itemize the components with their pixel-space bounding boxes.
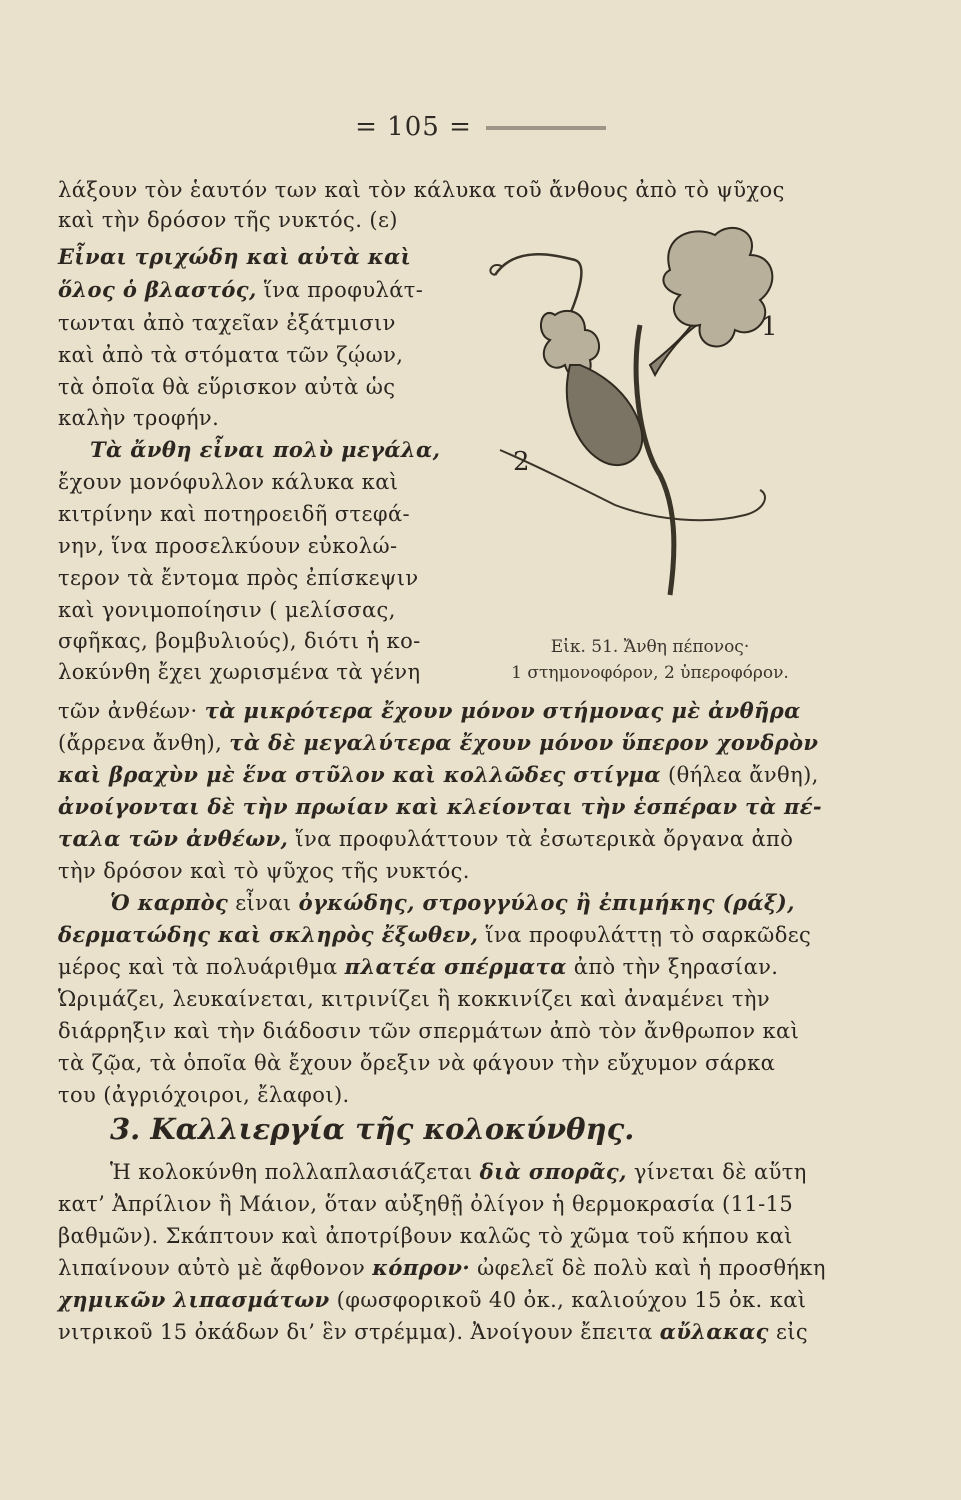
text-line: καὶ τὴν δρόσον τῆς νυκτός. (ε) [58, 208, 398, 232]
text-span: ὠφελεῖ δὲ πολὺ καὶ ἡ προσθήκη [470, 1256, 826, 1280]
text-line [110, 1158, 807, 1186]
text-span: ἵνα προφυλάτ- [256, 278, 424, 302]
text-line: ἔχουν μονόφυλλον κάλυκα καὶ [58, 470, 399, 494]
figure-caption-title: Εἰκ. 51. Ἄνθη πέπονος· [550, 637, 750, 657]
bold-phrase: αὔλακας [659, 1319, 769, 1344]
text-line: κιτρίνην καὶ ποτηροειδῆ στεφά- [58, 502, 411, 526]
text-span: γίνεται δὲ αὕτη [626, 1160, 807, 1184]
text-line: του (ἀγριόχοιροι, ἔλαφοι). [58, 1083, 350, 1107]
text-span: (θήλεα ἄνθη), [660, 763, 819, 787]
bold-phrase: καὶ βραχὺν μὲ ἕνα στῦλον καὶ κολλῶδες στίγμα [58, 762, 661, 787]
page-number: = 105 = [355, 112, 472, 142]
text-line: τὰ ζῷα, τὰ ὁποῖα θὰ ἔχουν ὄρεξιν νὰ φάγουν τὴν εὔχυμον σάρκα [58, 1051, 776, 1075]
text-span: εἰς [768, 1320, 809, 1344]
text-span: Ἡ κολοκύνθη πολλαπλασιάζεται [110, 1160, 480, 1184]
bold-phrase: ταλα τῶν ἀνθέων, [58, 826, 289, 851]
melon-flowers-illustration [465, 215, 835, 625]
text-line: τερον τὰ ἔντομα πρὸς ἐπίσκεψιν [58, 566, 419, 590]
text-span: λιπαίνουν αὐτὸ μὲ ἄφθονον [58, 1256, 373, 1280]
bold-phrase: πλατέα σπέρματα [344, 954, 567, 979]
text-line [58, 1286, 806, 1314]
text-line: καλὴν τροφήν. [58, 406, 220, 430]
text-line [110, 889, 795, 917]
text-line: βαθμῶν). Σκάπτουν καὶ ἀποτρίβουν καλῶς τὸ χῶμα τοῦ κήπου καὶ [58, 1224, 793, 1248]
text-line [58, 953, 778, 981]
text-line [58, 1254, 826, 1282]
text-line: νην, ἵνα προσελκύουν εὐκολώ- [58, 534, 398, 558]
text-line: σφῆκας, βομβυλιούς), διότι ἡ κο- [58, 629, 421, 653]
text-line [58, 276, 423, 304]
bold-phrase: ὅλος ὁ βλαστός, [58, 277, 257, 302]
section-heading: 3. Καλλιεργία τῆς κολοκύνθης. [110, 1112, 635, 1146]
figure-caption-desc: 1 στημονοφόρον, 2 ὑπεροφόρον. [511, 663, 789, 683]
text-line [58, 761, 819, 789]
text-span: νιτρικοῦ 15 ὀκάδων δι’ ἓν στρέμμα). Ἀνοίγουν ἔπειτα [58, 1320, 660, 1344]
text-span: μέρος καὶ τὰ πολυάριθμα [58, 955, 345, 979]
figure-label-2: 2 [513, 447, 530, 477]
text-line: καὶ ἀπὸ τὰ στόματα τῶν ζῴων, [58, 343, 404, 367]
text-line: καὶ γονιμοποίησιν ( μελίσσας, [58, 598, 396, 622]
text-span: ἵνα προφυλάττουν τὰ ἐσωτερικὰ ὄργανα ἀπὸ [288, 827, 794, 851]
text-line: λοκύνθη ἔχει χωρισμένα τὰ γένη [58, 660, 421, 684]
bold-phrase: διὰ σπορᾶς, [479, 1159, 627, 1184]
text-line: λάξουν τὸν ἑαυτόν των καὶ τὸν κάλυκα τοῦ ἄνθους ἀπὸ τὸ ψῦχος [58, 178, 785, 202]
page-header [0, 112, 961, 142]
text-span: ἀπὸ τὴν ξηρασίαν. [566, 955, 779, 979]
bold-phrase: Ὁ καρπὸς [110, 890, 229, 915]
bold-phrase: ὀγκώδης, στρογγύλος ἢ ἐπιμήκης (ράξ), [298, 890, 795, 915]
text-span: ἵνα προφυλάττῃ τὸ σαρκῶδες [478, 923, 812, 947]
figure-label-1: 1 [761, 312, 778, 342]
text-line [58, 697, 801, 725]
text-line: τωνται ἀπὸ ταχεῖαν ἐξάτμισιν [58, 311, 396, 335]
text-span: (φωσφορικοῦ 40 ὀκ., καλιούχου 15 ὀκ. καὶ [329, 1288, 807, 1312]
bold-phrase: δερματώδης καὶ σκληρὸς ἔξωθεν, [58, 922, 479, 947]
text-line: διάρρηξιν καὶ τὴν διάδοσιν τῶν σπερμάτων ἀπὸ τὸν ἄνθρωπον καὶ [58, 1019, 800, 1043]
bold-phrase: χημικῶν λιπασμάτων [58, 1287, 330, 1312]
text-line: Εἶναι τριχώδη καὶ αὐτὰ καὶ [58, 244, 412, 269]
text-line [58, 825, 793, 853]
text-line: κατ’ Ἀπρίλιον ἢ Μάιον, ὅταν αὐξηθῇ ὀλίγον ἡ θερμοκρασία (11-15 [58, 1192, 794, 1216]
text-line: τὴν δρόσον καὶ τὸ ψῦχος τῆς νυκτός. [58, 859, 470, 883]
header-rule [486, 126, 606, 130]
text-span: τῶν ἀνθέων· [58, 699, 205, 723]
text-line [58, 921, 811, 949]
text-line [58, 729, 818, 757]
bold-phrase: κόπρον· [372, 1255, 471, 1280]
bold-phrase: τὰ μικρότερα ἔχουν μόνον στήμονας μὲ ἀνθῆρα [204, 698, 801, 723]
text-line: Τὰ ἄνθη εἶναι πολὺ μεγάλα, [90, 437, 441, 462]
text-line: Ὡριμάζει, λευκαίνεται, κιτρινίζει ἢ κοκκινίζει καὶ ἀναμένει τὴν [58, 987, 771, 1011]
text-span: εἶναι [228, 891, 299, 915]
text-line: ἀνοίγονται δὲ τὴν πρωίαν καὶ κλείονται τὴν ἑσπέραν τὰ πέ- [58, 794, 823, 819]
text-line: τὰ ὁποῖα θὰ εὕρισκον αὐτὰ ὡς [58, 375, 396, 399]
text-span: (ἄρρενα ἄνθη), [58, 731, 230, 755]
text-line [58, 1318, 808, 1346]
bold-phrase: τὰ δὲ μεγαλύτερα ἔχουν μόνον ὕπερον χονδρὸν [229, 730, 819, 755]
